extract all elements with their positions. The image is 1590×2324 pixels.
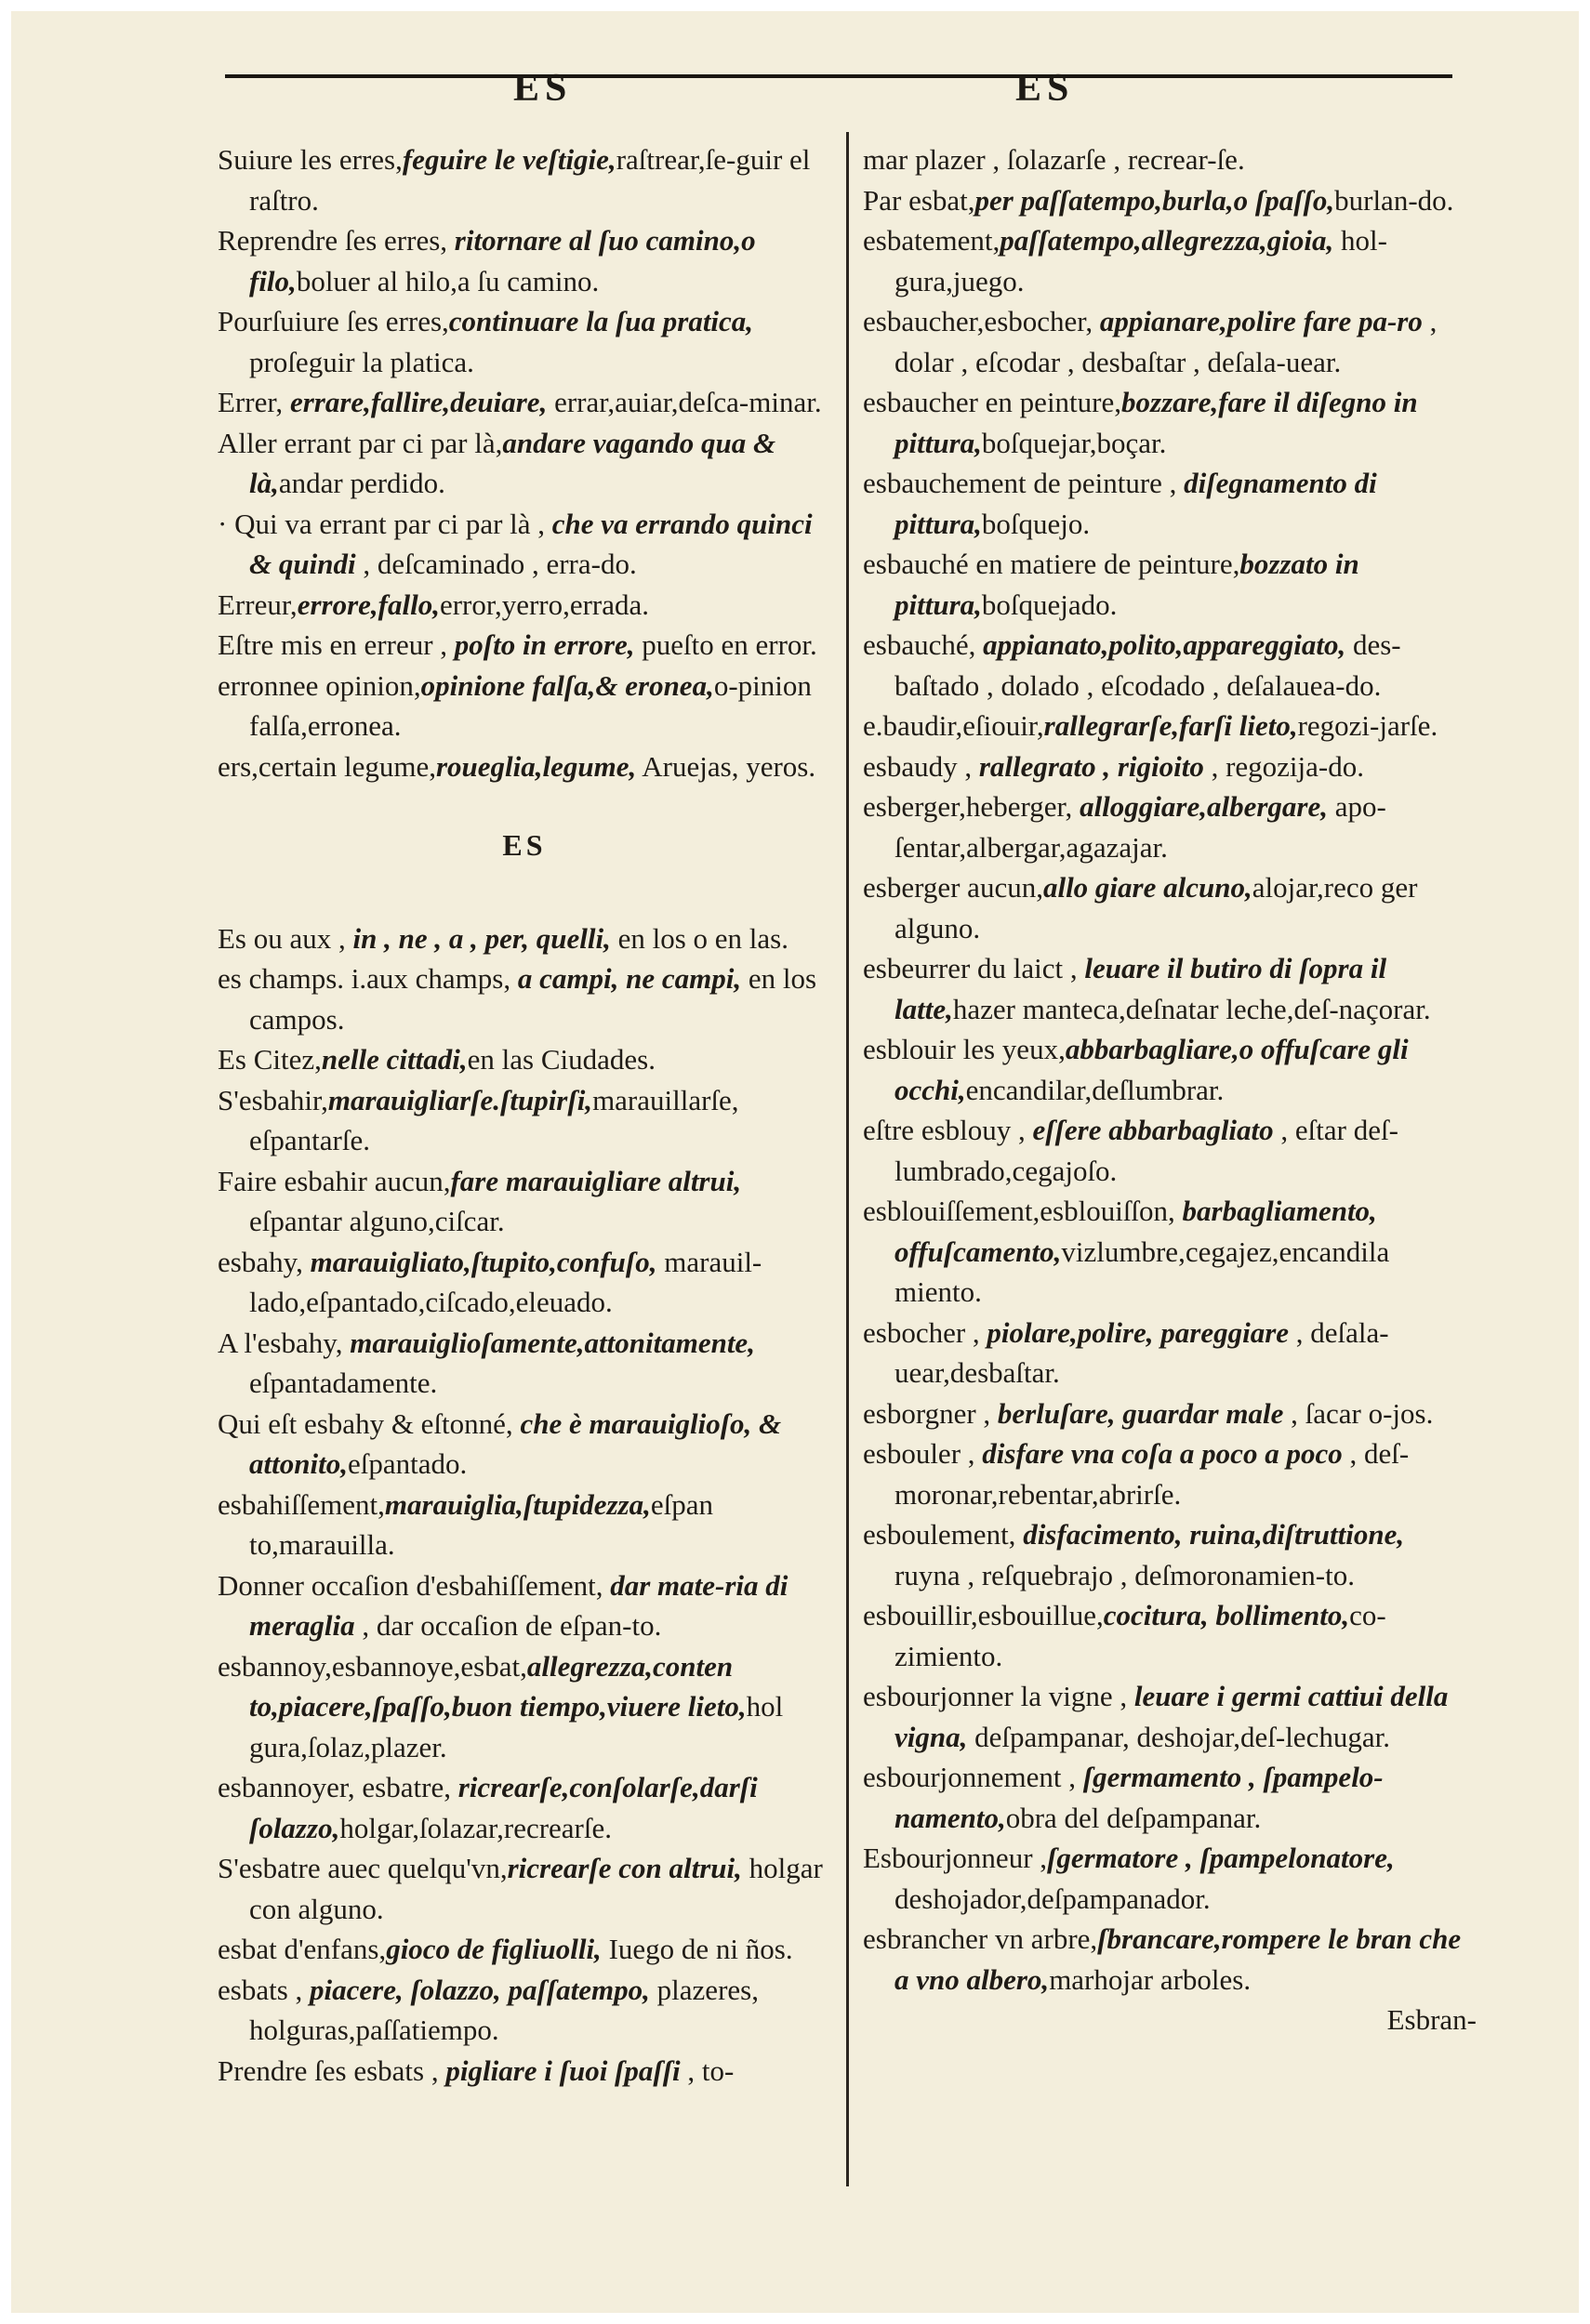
entry-spanish: holgar con alguno.: [249, 1852, 823, 1925]
left-entries-bottom: [218, 918, 831, 2092]
entry-italian: disfacimento, ruina,diſtruttione,: [1023, 1518, 1405, 1551]
entry-spanish: , dar occaſion de eſpan-to.: [354, 1609, 662, 1642]
entry-spanish: eſpan to,marauilla.: [249, 1487, 713, 1561]
entry-french: esbauché,: [863, 628, 984, 661]
entry-spanish: , deſcaminado , erra-do.: [355, 548, 637, 580]
dictionary-entry: [218, 1767, 831, 1848]
entry-french: esbeurrer du laict ,: [863, 952, 1085, 984]
entry-spanish: boſquejar,boçar.: [981, 426, 1167, 459]
entry-french: esbouillir,esbouillue,: [863, 1599, 1104, 1631]
entry-italian: errore,fallo,: [297, 588, 440, 621]
entry-french: ers,certain legume,: [218, 749, 436, 783]
entry-spanish: deshojador,deſpampanador.: [894, 1882, 1211, 1915]
dictionary-entry: [863, 867, 1477, 948]
entry-spanish: Aruejas, yeros.: [636, 749, 816, 783]
dictionary-entry: [863, 382, 1477, 463]
entry-italian: pigliare i ſuoi ſpaſſi: [445, 2053, 681, 2087]
dictionary-entry: [218, 1485, 831, 1565]
entry-spanish: , ſacar o-jos.: [1283, 1396, 1434, 1430]
entry-french: S'esbahir,: [218, 1083, 328, 1116]
entry-spanish: des-baſtado , dolado , eſcodado , deſalauea-do.: [894, 628, 1401, 702]
entry-french: esbaucher,esbocher,: [863, 305, 1100, 337]
entry-french: esbaucher en peinture,: [863, 386, 1122, 418]
entry-italian: appianare,polire fare pa-ro: [1099, 305, 1423, 337]
entry-french: e.baudir,eſiouir,: [863, 709, 1044, 742]
entry-spanish: , dolar , eſcodar , desbaſtar , deſala-uear.: [894, 305, 1438, 378]
entry-french: esbaudy ,: [863, 749, 979, 783]
entry-french: Qui eſt esbahy & eſtonné,: [218, 1406, 521, 1440]
dictionary-entry: [863, 1433, 1477, 1514]
entry-french: Es Citez,: [218, 1043, 322, 1076]
dictionary-entry: [863, 1919, 1477, 2000]
dictionary-entry: [218, 220, 831, 301]
entry-italian: dar mate-ria di meraglia: [249, 1568, 788, 1642]
entry-spanish: , to-: [680, 2053, 735, 2087]
entry-italian: bozzato in pittura,: [894, 548, 1359, 621]
entry-french: Prendre ſes esbats ,: [218, 2053, 446, 2087]
dictionary-entry: [218, 625, 831, 666]
entry-italian: cocitura, bollimento,: [1103, 1599, 1350, 1631]
entry-spanish: , deſ-moronar,rebentar,abrirſe.: [894, 1437, 1410, 1511]
entry-french: Eſtre mis en erreur ,: [218, 628, 455, 661]
entry-spanish: eſpantado.: [347, 1447, 468, 1480]
dictionary-entry: [218, 382, 831, 423]
entry-italian: disfare vna coſa a poco a poco: [982, 1437, 1343, 1470]
entry-french: esbatement,: [863, 224, 1000, 257]
entry-spanish: boluer al hilo,a ſu camino.: [296, 264, 600, 297]
dictionary-entry: [218, 1646, 831, 1768]
running-head-right: ES: [1015, 67, 1075, 110]
entry-italian: piolare,polire, pareggiare: [987, 1315, 1290, 1349]
entry-italian: continuare la ſua pratica,: [448, 305, 754, 337]
dictionary-entry: [863, 1029, 1477, 1110]
entry-french: Erreur,: [218, 588, 298, 621]
right-entries: [863, 139, 1477, 2000]
entry-french: erronnee opinion,: [218, 668, 421, 702]
entry-french: Errer,: [218, 386, 290, 418]
entry-french: Suiure les erres,: [218, 143, 403, 176]
dictionary-entry: [863, 746, 1477, 787]
dictionary-entry: [863, 301, 1477, 382]
entry-french: esbats ,: [218, 1973, 311, 2006]
left-entries-top: [218, 139, 831, 786]
entry-italian: per paſſatempo,burla,o ſpaſſo,: [974, 183, 1335, 217]
entry-italian: marauigliarſe.ſtupirſi,: [327, 1083, 593, 1116]
entry-spanish: raſtrear,ſe-guir el raſtro.: [249, 143, 811, 217]
entry-italian: leuare i germi cattiui della vigna,: [894, 1680, 1449, 1753]
dictionary-entry: [218, 746, 831, 787]
entry-italian: marauigliato,ſtupito,confuſo,: [310, 1245, 657, 1278]
entry-french: esbannoyer, esbatre,: [218, 1771, 458, 1803]
entry-french: Faire esbahir aucun,: [218, 1164, 451, 1197]
entry-italian: allo giare alcuno,: [1042, 871, 1252, 904]
dictionary-entry: [863, 706, 1477, 746]
entry-italian: ſgermatore , ſpampelonatore,: [1047, 1842, 1395, 1874]
dictionary-entry: [218, 585, 831, 626]
entry-spanish: boſquejo.: [981, 507, 1091, 540]
dictionary-entry: [863, 220, 1477, 301]
entry-spanish: en los o en las.: [610, 921, 788, 955]
dictionary-entry: [863, 180, 1477, 221]
entry-french: esbourjonnement ,: [863, 1761, 1083, 1793]
entry-italian: bozzare,fare il diſegno in pittura,: [894, 386, 1418, 459]
entry-italian: errare,fallire,deuiare,: [289, 386, 548, 418]
entry-spanish: ruyna , reſquebrajo , deſmoronamien-to.: [894, 1558, 1355, 1591]
entry-french: esbahiſſement,: [218, 1487, 385, 1521]
entry-spanish: obra del deſpampanar.: [1005, 1801, 1262, 1834]
dictionary-entry: [218, 1161, 831, 1242]
entry-french: esbauchement de peinture ,: [863, 467, 1185, 499]
entry-french: esberger,heberger,: [863, 790, 1080, 823]
entry-french: esbat d'enfans,: [218, 1933, 387, 1965]
entry-spanish: plazeres, holguras,paſſatiempo.: [249, 1973, 759, 2046]
dictionary-entry: [218, 1565, 831, 1646]
entry-italian: abbarbagliare,o offuſcare gli occhi,: [894, 1033, 1409, 1106]
entry-italian: poſto in errore,: [454, 628, 635, 661]
entry-italian: gioco de figliuolli,: [386, 1933, 602, 1965]
dictionary-entry: [218, 1404, 831, 1485]
catchword: Esbran-: [1386, 2003, 1477, 2036]
entry-spanish: o-pinion falſa,erronea.: [249, 668, 812, 742]
entry-italian: roueglia,legume,: [435, 749, 637, 783]
dictionary-entry: [863, 1393, 1477, 1434]
entry-spanish: proſeguir la platica.: [249, 345, 474, 378]
entry-italian: rallegrato , rigioito: [978, 749, 1204, 783]
entry-italian: ritornare al ſuo camino,o filo,: [249, 224, 756, 297]
left-column: [218, 139, 831, 2091]
entry-french: Par esbat,: [863, 183, 975, 217]
entry-french: es champs. i.aux champs,: [218, 962, 518, 995]
dictionary-entry: [863, 1313, 1477, 1393]
dictionary-entry: [218, 1848, 831, 1929]
entry-french: eſtre esblouy ,: [863, 1114, 1033, 1146]
entry-french: esblouiſſement,esblouiſſon,: [863, 1195, 1183, 1227]
entry-french: A l'esbahy,: [218, 1326, 351, 1359]
entry-spanish: en las Ciudades.: [467, 1043, 656, 1076]
dictionary-entry: [863, 786, 1477, 867]
dictionary-entry: [218, 1929, 831, 1970]
entry-spanish: errar,auiar,deſca-minar.: [547, 386, 822, 418]
entry-spanish: , eſtar deſ-lumbrado,cegajoſo.: [894, 1114, 1398, 1187]
entry-italian: barbagliamento, offuſcamento,: [894, 1195, 1377, 1268]
entry-spanish: Iuego de ni ños.: [601, 1933, 793, 1965]
entry-french: esbocher ,: [863, 1315, 987, 1349]
entry-italian: feguire le veſtigie,: [402, 143, 616, 176]
dictionary-entry: [863, 625, 1477, 706]
entry-italian: fare marauigliare altrui,: [450, 1164, 742, 1197]
entry-french: esborgner ,: [863, 1396, 998, 1430]
entry-spanish: mar plazer , ſolazarſe , recrear-ſe.: [863, 143, 1245, 176]
entry-spanish: regozi-jarſe.: [1297, 709, 1438, 742]
entry-italian: leuare il butiro di ſopra il latte,: [894, 952, 1387, 1025]
entry-spanish: co-zimiento.: [894, 1599, 1386, 1672]
entry-spanish: eſpantadamente.: [249, 1367, 438, 1399]
entry-french: Donner occaſion d'esbahiſſement,: [218, 1568, 611, 1602]
entry-spanish: holgar,ſolazar,recrearſe.: [339, 1811, 612, 1844]
entry-french: Es ou aux ,: [218, 921, 353, 955]
dictionary-entry: [218, 423, 831, 504]
entry-italian: marauiglioſamente,attonitamente,: [350, 1326, 755, 1359]
entry-spanish: vizlumbre,cegajez,encandila miento.: [894, 1235, 1390, 1308]
entry-italian: opinione falſa,& eronea,: [420, 668, 714, 702]
entry-french: esbouler ,: [863, 1437, 983, 1470]
dictionary-entry: [863, 1838, 1477, 1919]
entry-spanish: boſquejado.: [981, 588, 1118, 621]
dictionary-entry: [218, 1970, 831, 2051]
entry-spanish: marauil-lado,eſpantado,ciſcado,eleuado.: [249, 1245, 762, 1318]
running-head-left: ES: [513, 67, 573, 110]
dictionary-entry: [218, 301, 831, 382]
entry-italian: marauiglia,ſtupidezza,: [384, 1487, 651, 1521]
dictionary-entry: [218, 958, 831, 1039]
dictionary-entry: [218, 1039, 831, 1080]
dictionary-entry: [863, 1595, 1477, 1676]
entry-italian: a campi, ne campi,: [517, 962, 742, 995]
entry-french: esbrancher vn arbre,: [863, 1922, 1098, 1955]
entry-italian: berluſare, guardar male: [997, 1396, 1284, 1430]
header-rule: [225, 74, 1452, 78]
entry-italian: nelle cittadi,: [321, 1043, 468, 1076]
dictionary-entry: [863, 1191, 1477, 1313]
entry-french: esbauché en matiere de peinture,: [863, 548, 1240, 580]
entry-spanish: hol-gura,juego.: [894, 224, 1387, 297]
entry-french: Reprendre ſes erres,: [218, 224, 455, 257]
entry-french: S'esbatre auec quelqu'vn,: [218, 1852, 508, 1884]
entry-french: esberger aucun,: [863, 871, 1043, 904]
dictionary-entry: [218, 1242, 831, 1323]
dictionary-entry: [218, 666, 831, 746]
entry-french: esbannoy,esbannoye,esbat,: [218, 1649, 527, 1683]
section-title: ES: [502, 828, 547, 862]
right-column: [863, 139, 1477, 2040]
entry-italian: che va errando quinci & quindi: [249, 507, 813, 580]
entry-italian: paſſatempo,allegrezza,gioia,: [1000, 224, 1334, 257]
entry-spanish: marhojar arboles.: [1049, 1962, 1252, 1996]
entry-italian: piacere, ſolazzo, paſſatempo,: [310, 1973, 650, 2006]
entry-italian: in , ne , a , per, quelli,: [352, 921, 611, 955]
entry-italian: che è marauiglioſo, & attonito,: [249, 1406, 782, 1480]
entry-french: Pourſuiure ſes erres,: [218, 305, 449, 337]
entry-italian: appianato,polito,appareggiato,: [983, 628, 1346, 661]
entry-italian: ſbrancare,rompere le bran che a vno albero,: [894, 1922, 1462, 1996]
entry-italian: diſegnamento di pittura,: [894, 467, 1377, 540]
dictionary-entry: [863, 1110, 1477, 1191]
entry-italian: andare vagando qua & là,: [249, 426, 776, 499]
dictionary-entry: [863, 139, 1477, 180]
entry-spanish: en los campos.: [249, 962, 817, 1036]
entry-spanish: error,yerro,errada.: [439, 588, 650, 621]
entry-french: esbahy,: [218, 1245, 311, 1278]
book-page: [11, 11, 1579, 2313]
dictionary-entry: [863, 1514, 1477, 1595]
dictionary-entry: [218, 504, 831, 585]
entry-french: Aller errant par ci par là,: [218, 426, 503, 459]
dictionary-entry: [863, 948, 1477, 1029]
entry-spanish: apo-ſentar,albergar,agazajar.: [894, 790, 1386, 864]
entry-spanish: hazer manteca,deſnatar leche,deſ-naçorar.: [952, 992, 1431, 1025]
entry-spanish: marauillarſe, eſpantarſe.: [249, 1083, 739, 1156]
entry-spanish: burlan-do.: [1334, 183, 1454, 217]
entry-spanish: hol gura,ſolaz,plazer.: [249, 1690, 784, 1763]
entry-italian: ricrearſe con altrui,: [507, 1852, 742, 1884]
entry-french: esboulement,: [863, 1518, 1024, 1551]
entry-italian: ſgermamento , ſpampelo-namento,: [894, 1761, 1384, 1834]
entry-spanish: andar perdido.: [278, 467, 445, 499]
dictionary-entry: [218, 1080, 831, 1161]
entry-spanish: , deſala-uear,desbaſtar.: [894, 1315, 1389, 1389]
entry-italian: alloggiare,albergare,: [1080, 790, 1328, 823]
entry-spanish: eſpantar alguno,ciſcar.: [249, 1205, 505, 1237]
entry-spanish: alojar,reco ger alguno.: [894, 871, 1418, 944]
dictionary-entry: [218, 2051, 831, 2092]
entry-spanish: , regozija-do.: [1203, 749, 1364, 783]
column-divider: [846, 132, 849, 2186]
dictionary-entry: [218, 918, 831, 959]
entry-italian: eſſere abbarbagliato: [1032, 1114, 1274, 1146]
entry-french: esbourjonner la vigne ,: [863, 1680, 1134, 1712]
entry-french: Esbourjonneur ,: [863, 1842, 1048, 1874]
dictionary-entry: [863, 463, 1477, 544]
entry-italian: rallegrarſe,farſi lieto,: [1043, 709, 1298, 742]
entry-spanish: deſpampanar, deshojar,deſ-lechugar.: [967, 1720, 1390, 1753]
entry-italian: allegrezza,conten to,piacere,ſpaſſo,buon tiempo,viuere lieto,: [249, 1649, 747, 1723]
entry-italian: ricrearſe,conſolarſe,darſi ſolazzo,: [249, 1771, 758, 1844]
entry-spanish: pueſto en error.: [634, 628, 817, 661]
entry-french: · Qui va errant par ci par là ,: [218, 507, 552, 540]
entry-spanish: encandilar,deſlumbrar.: [965, 1073, 1225, 1106]
dictionary-entry: [863, 544, 1477, 625]
dictionary-entry: [218, 139, 831, 220]
entry-french: esblouir les yeux,: [863, 1033, 1066, 1065]
dictionary-entry: [218, 1323, 831, 1404]
dictionary-entry: [863, 1757, 1477, 1838]
dictionary-entry: [863, 1676, 1477, 1757]
